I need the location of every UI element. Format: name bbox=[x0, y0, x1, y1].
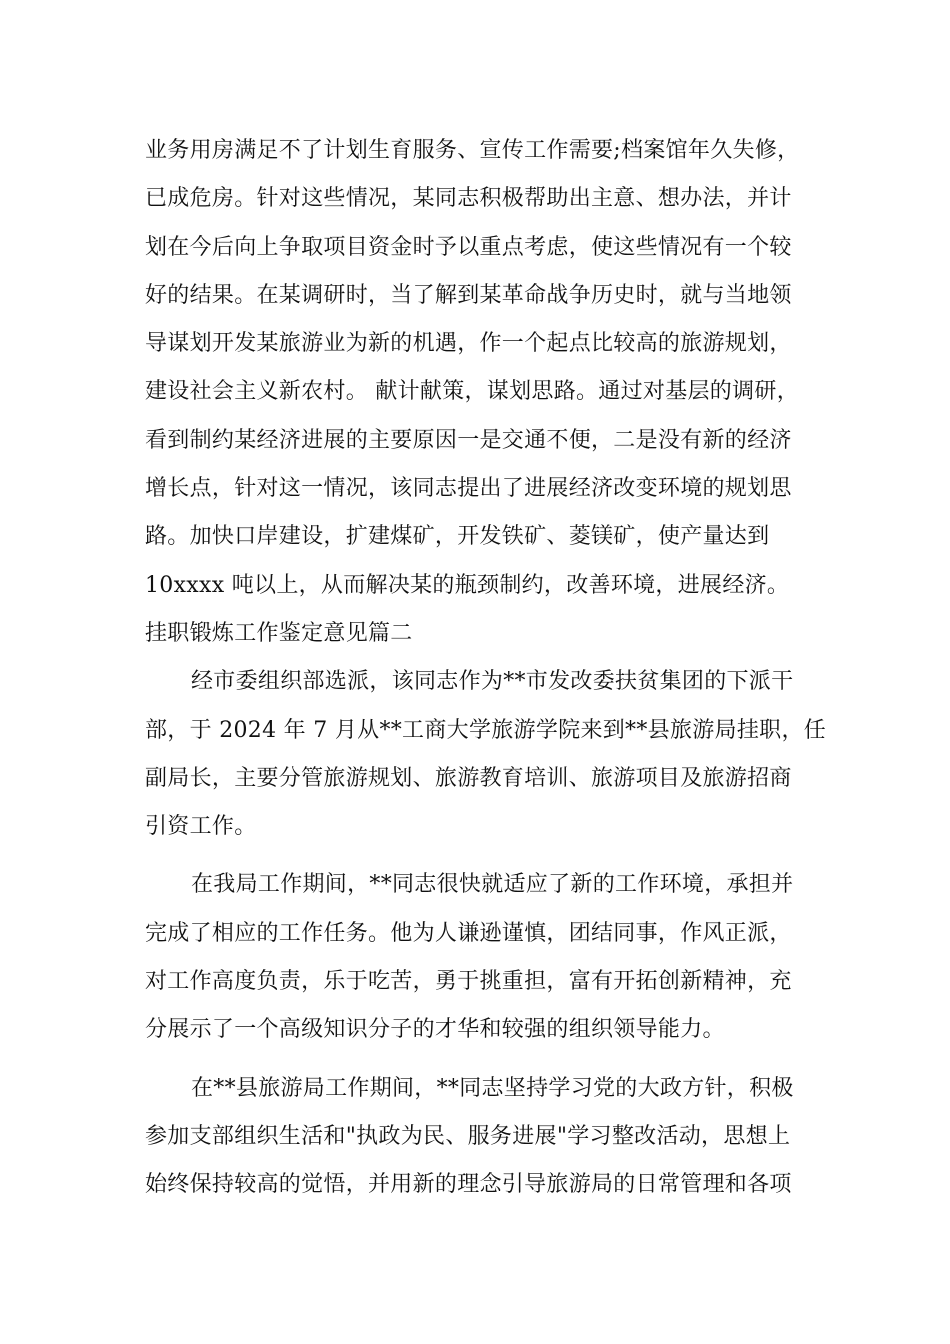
text-line: 划在今后向上争取项目资金时予以重点考虑，使这些情况有一个较 bbox=[145, 234, 792, 260]
paragraph-gap bbox=[145, 851, 810, 861]
text-line: 已成危房。针对这些情况，某同志积极帮助出主意、想办法，并计 bbox=[145, 186, 792, 212]
text-line: 部，于 2024 年 7 月从**工商大学旅游学院来到**县旅游局挂职，任 bbox=[145, 717, 827, 743]
text-line: 经市委组织部选派，该同志作为**市发改委扶贫集团的下派干 bbox=[191, 669, 794, 695]
text-line: 引资工作。 bbox=[145, 814, 257, 840]
text-line: 参加支部组织生活和"执政为民、服务进展"学习整改活动，思想上 bbox=[145, 1123, 791, 1149]
text-line: 在我局工作期间，**同志很快就适应了新的工作环境，承担并 bbox=[191, 872, 794, 898]
text-line: 路。加快口岸建设，扩建煤矿，开发铁矿、菱镁矿，使产量达到 bbox=[145, 524, 770, 550]
text-line: 在**县旅游局工作期间，**同志坚持学习党的大政方针，积极 bbox=[191, 1075, 794, 1101]
text-line: 副局长，主要分管旅游规划、旅游教育培训、旅游项目及旅游招商 bbox=[145, 765, 792, 791]
text-line: 导谋划开发某旅游业为新的机遇，作一个起点比较高的旅游规划， bbox=[145, 331, 792, 357]
text-line: 建设社会主义新农村。 献计献策，谋划思路。通过对基层的调研， bbox=[145, 379, 799, 405]
text-line: 完成了相应的工作任务。他为人谦逊谨慎，团结同事，作风正派， bbox=[145, 920, 792, 946]
text-line: 10xxxx 吨以上，从而解决某的瓶颈制约，改善环境，进展经济。 bbox=[145, 572, 790, 598]
paragraph-gap bbox=[145, 1055, 810, 1065]
text-line: 始终保持较高的觉悟，并用新的理念引导旅游局的日常管理和各项 bbox=[145, 1172, 792, 1198]
text-line: 业务用房满足不了计划生育服务、宣传工作需要;档案馆年久失修， bbox=[145, 138, 800, 163]
text-line: 好的结果。在某调研时，当了解到某革命战争历史时，就与当地领 bbox=[145, 282, 792, 308]
text-line: 看到制约某经济进展的主要原因一是交通不便，二是没有新的经济 bbox=[145, 427, 792, 453]
section-heading: 挂职锻炼工作鉴定意见篇二 bbox=[145, 620, 413, 646]
text-line: 分展示了一个高级知识分子的才华和较强的组织领导能力。 bbox=[145, 1017, 725, 1043]
text-line: 对工作高度负责，乐于吃苦，勇于挑重担，富有开拓创新精神，充 bbox=[145, 969, 792, 995]
text-line: 增长点，针对这一情况，该同志提出了进展经济改变环境的规划思 bbox=[145, 476, 792, 502]
document-body bbox=[145, 127, 827, 1210]
